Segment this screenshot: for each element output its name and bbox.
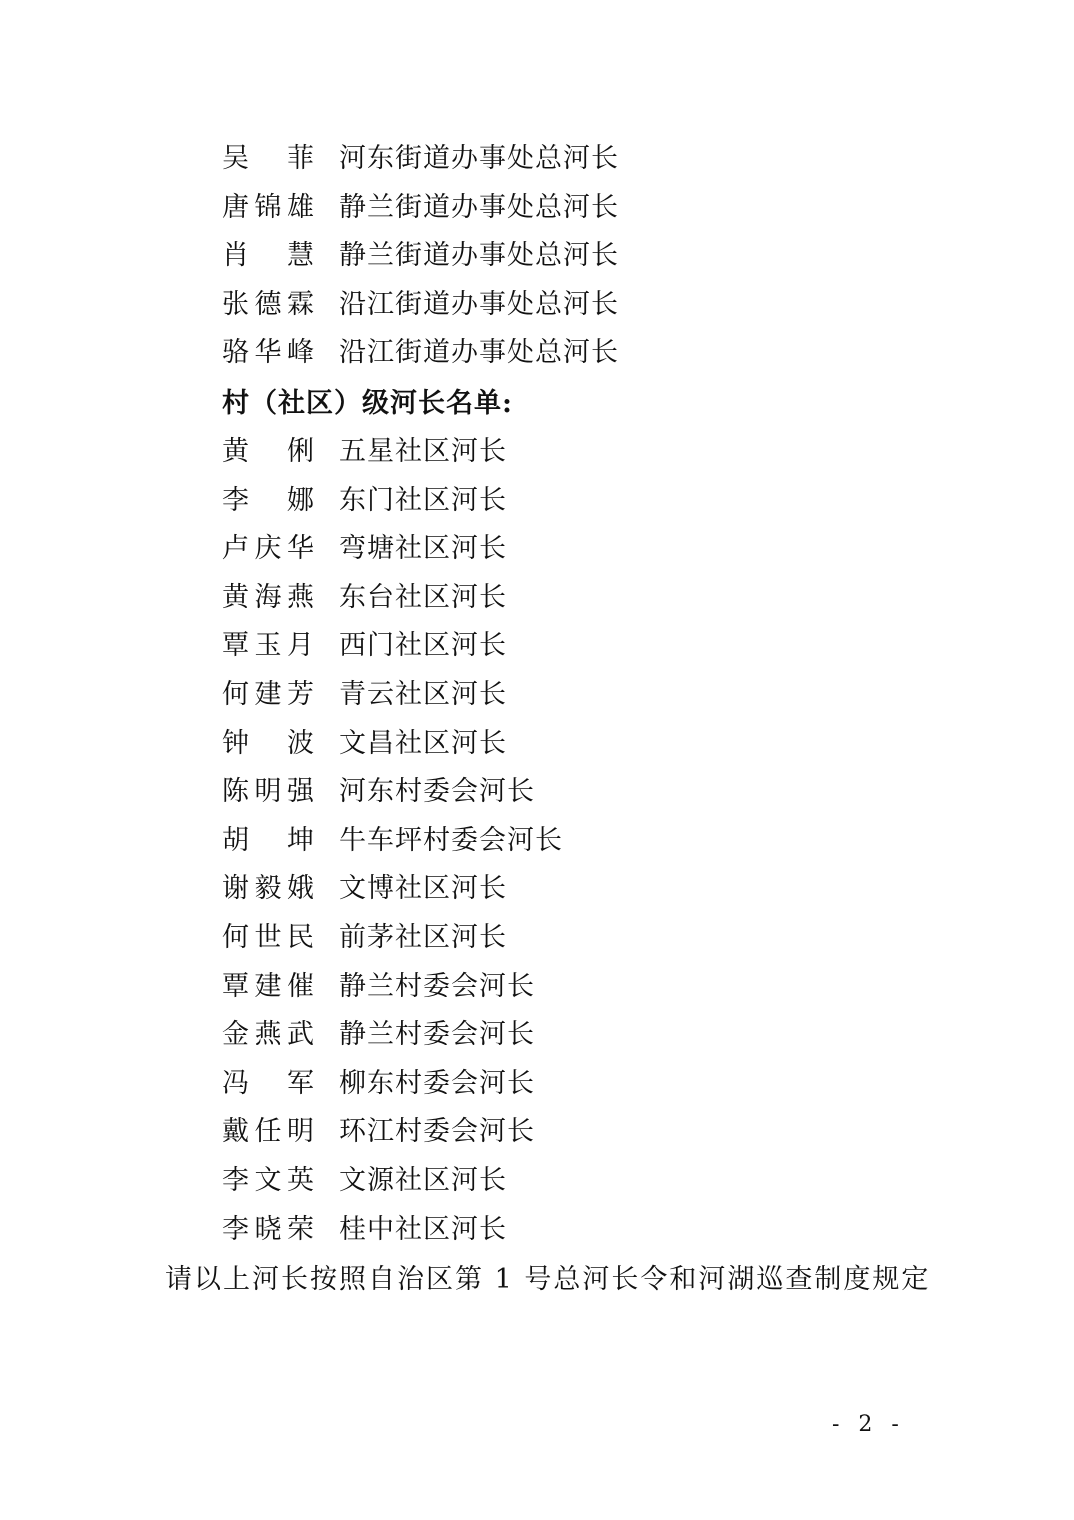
river-chief-title: 沿江街道办事处总河长 — [339, 288, 619, 320]
person-name — [222, 1161, 314, 1201]
name-char: 张 — [222, 288, 249, 320]
name-char: 俐 — [287, 436, 314, 467]
name-char: 吴 — [222, 143, 249, 174]
name-char: 军 — [287, 1067, 314, 1099]
name-char: 海 — [254, 581, 282, 613]
name-char: 黄 — [222, 436, 249, 467]
name-char: 燕 — [254, 1019, 282, 1051]
name-char: 金 — [222, 1019, 249, 1051]
name-char: 民 — [287, 922, 314, 953]
river-chief-title: 东台社区河长 — [339, 581, 507, 613]
person-name — [222, 578, 314, 618]
person-name — [222, 1015, 314, 1055]
name-char: 强 — [287, 776, 314, 808]
name-char: 冯 — [222, 1067, 249, 1099]
name-char: 庆 — [254, 533, 282, 565]
name-char: 坤 — [287, 824, 314, 856]
person-name — [222, 772, 314, 812]
person-name — [222, 333, 314, 373]
river-chief-title: 柳东村委会河长 — [339, 1067, 535, 1099]
person-name — [222, 821, 314, 861]
river-chief-title: 环江村委会河长 — [339, 1116, 535, 1148]
river-chief-title: 河东村委会河长 — [339, 776, 535, 808]
river-chief-title: 牛车坪村委会河长 — [339, 824, 563, 856]
name-char: 建 — [254, 970, 282, 1002]
name-char: 娜 — [287, 484, 314, 516]
name-char: 何 — [222, 922, 249, 953]
name-char: 任 — [254, 1116, 282, 1148]
person-name — [222, 675, 314, 715]
name-char: 毅 — [254, 873, 282, 905]
river-chief-title: 文博社区河长 — [339, 873, 507, 905]
closing-paragraph: 请以上河长按照自治区第 1 号总河长令和河湖巡查制度规定 — [165, 1264, 931, 1295]
name-char: 波 — [287, 727, 314, 759]
person-name — [222, 967, 314, 1007]
name-char: 覃 — [222, 630, 249, 662]
name-char: 玉 — [254, 630, 282, 662]
person-name — [222, 481, 314, 521]
name-char: 钟 — [222, 727, 249, 759]
river-chief-title: 前茅社区河长 — [339, 922, 507, 953]
name-char: 华 — [254, 337, 282, 369]
river-chief-title: 静兰村委会河长 — [339, 970, 535, 1002]
name-char: 雄 — [287, 191, 314, 223]
name-char: 建 — [254, 679, 282, 710]
name-char: 晓 — [254, 1213, 282, 1245]
river-chief-title: 静兰村委会河长 — [339, 1019, 535, 1051]
person-name — [222, 1064, 314, 1104]
river-chief-title: 桂中社区河长 — [339, 1213, 507, 1245]
person-name — [222, 236, 314, 276]
name-char: 唐 — [222, 191, 249, 223]
river-chief-title: 静兰街道办事处总河长 — [339, 240, 619, 272]
person-name — [222, 869, 314, 909]
person-name — [222, 1112, 314, 1152]
page-number: - 2 - — [832, 1412, 905, 1437]
river-chief-title: 沿江街道办事处总河长 — [339, 337, 619, 369]
name-char: 武 — [287, 1019, 314, 1051]
name-char: 骆 — [222, 337, 249, 369]
river-chief-title: 青云社区河长 — [339, 679, 507, 710]
name-char: 陈 — [222, 776, 249, 808]
name-char: 娥 — [287, 873, 314, 905]
name-char: 德 — [254, 288, 282, 320]
name-char: 明 — [287, 1116, 314, 1148]
person-name — [222, 724, 314, 764]
name-char: 月 — [287, 630, 314, 662]
name-char: 慧 — [287, 240, 314, 272]
name-char: 李 — [222, 1165, 249, 1196]
person-name — [222, 432, 314, 472]
person-name — [222, 188, 314, 228]
river-chief-title: 西门社区河长 — [339, 630, 507, 662]
river-chief-title: 五星社区河长 — [339, 436, 507, 467]
river-chief-title: 文源社区河长 — [339, 1165, 507, 1196]
name-char: 李 — [222, 484, 249, 516]
name-char: 文 — [254, 1165, 282, 1196]
name-char: 何 — [222, 679, 249, 710]
name-char: 李 — [222, 1213, 249, 1245]
person-name — [222, 529, 314, 569]
person-name — [222, 285, 314, 325]
name-char: 明 — [254, 776, 282, 808]
name-char: 霖 — [287, 288, 314, 320]
name-char: 胡 — [222, 824, 249, 856]
river-chief-title: 文昌社区河长 — [339, 727, 507, 759]
village-level-heading: 村（社区）级河长名单: — [222, 388, 513, 419]
name-char: 峰 — [287, 337, 314, 369]
name-char: 菲 — [287, 143, 314, 174]
name-char: 华 — [287, 533, 314, 565]
name-char: 世 — [254, 922, 282, 953]
name-char: 谢 — [222, 873, 249, 905]
name-char: 戴 — [222, 1116, 249, 1148]
name-char: 荣 — [287, 1213, 314, 1245]
river-chief-title: 东门社区河长 — [339, 484, 507, 516]
name-char: 英 — [287, 1165, 314, 1196]
river-chief-title: 河东街道办事处总河长 — [339, 143, 619, 174]
person-name — [222, 1210, 314, 1250]
name-char: 芳 — [287, 679, 314, 710]
person-name — [222, 139, 314, 179]
name-char: 覃 — [222, 970, 249, 1002]
name-char: 催 — [287, 970, 314, 1002]
river-chief-title: 弯塘社区河长 — [339, 533, 507, 565]
name-char: 燕 — [287, 581, 314, 613]
name-char: 黄 — [222, 581, 249, 613]
person-name — [222, 918, 314, 958]
name-char: 卢 — [222, 533, 249, 565]
person-name — [222, 626, 314, 666]
river-chief-title: 静兰街道办事处总河长 — [339, 191, 619, 223]
name-char: 锦 — [254, 191, 282, 223]
name-char: 肖 — [222, 240, 249, 272]
